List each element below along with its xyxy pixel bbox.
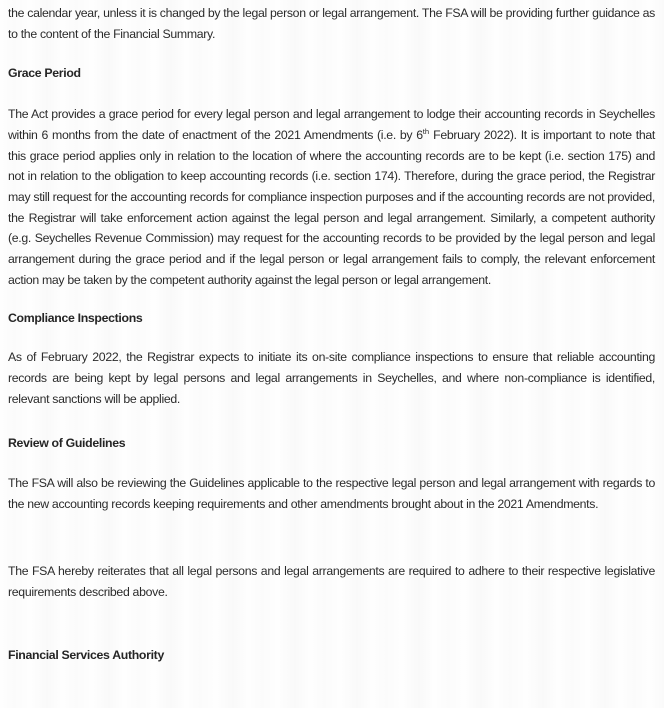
paragraph-closing-reiteration: The FSA hereby reiterates that all legal persons and legal arrangements are required to adhere to their respective legislative requirements described above.	[8, 564, 655, 600]
paragraph-review-of-guidelines: The FSA will also be reviewing the Guidelines applicable to the respective legal person and legal arrangement with regards to the new accounting records keeping requirements and other amendments brought about in the 2021 Amendments.	[8, 475, 655, 511]
paragraph-grace-period	[8, 104, 655, 290]
grace-period-text-after-superscript: February 2022). It is important to note that this grace period applies only in relation to the location of where the accounting records are to be kept (i.e. section 175) and not in relation to the obligation to keep accounting records (i.e. section 174). Therefore, during the grace period, the Registrar may still request for the accounting records for compliance inspection purposes and if the accounting records are not provided, the Registrar will take enforcement action against the legal person and legal arrangement. Similarly, a competent authority (e.g. Seychelles Revenue Commission) may request for the accounting records to be provided by the legal person and legal arrangement during the grace period and if the legal person or legal arrangement fails to comply, the relevant enforcement action may be taken by the competent authority against the legal person or legal arrangement.	[8, 127, 655, 287]
paragraph-compliance-inspections: As of February 2022, the Registrar expects to initiate its on-site compliance inspections to ensure that reliable accounting records are being kept by legal persons and legal arrangements in Seychelles, and where non-compliance is identified, relevant sanctions will be applied.	[8, 350, 655, 406]
heading-review-of-guidelines: Review of Guidelines	[8, 436, 126, 451]
heading-grace-period: Grace Period	[8, 66, 81, 81]
signature-financial-services-authority: Financial Services Authority	[8, 647, 164, 662]
ordinal-superscript: th	[422, 126, 430, 136]
paragraph-financial-summary-continuation: the calendar year, unless it is changed by the legal person or legal arrangement. The FSA will be providing further guidance as to the content of the Financial Summary.	[8, 6, 655, 41]
heading-compliance-inspections: Compliance Inspections	[8, 311, 143, 326]
grace-period-text-before-superscript: The Act provides a grace period for every legal person and legal arrangement to lodge their accounting records in Seychelles within 6 months from the date of enactment of the 2021 Amendments (i.e. by 6	[8, 107, 655, 142]
